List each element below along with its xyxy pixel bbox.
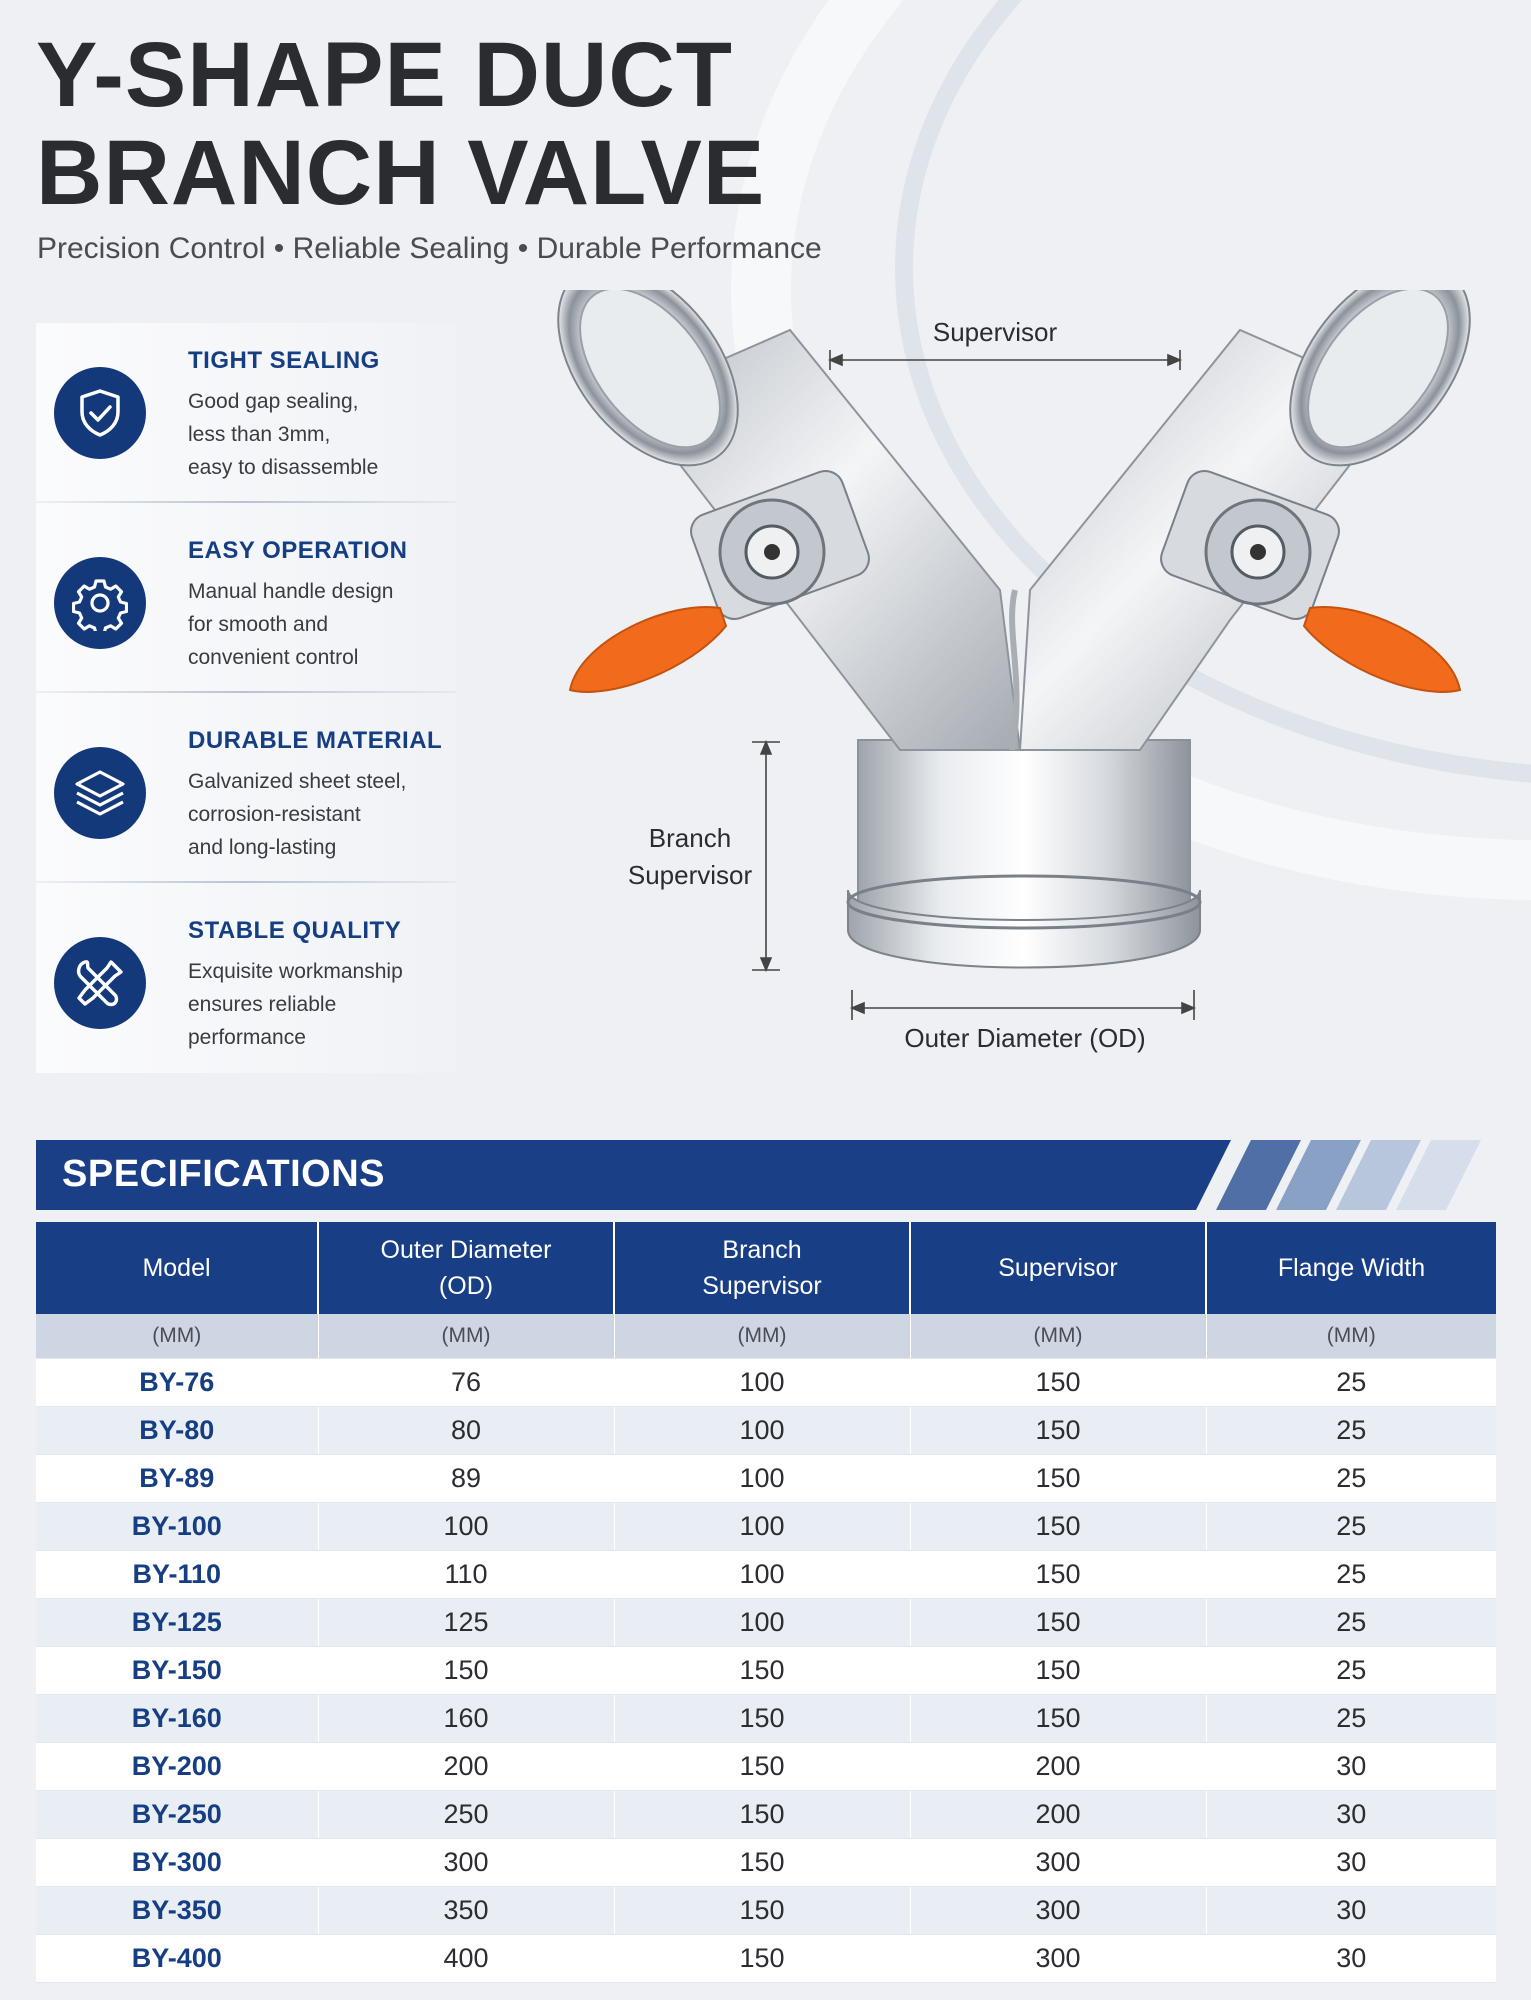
- table-row: [36, 1407, 1496, 1455]
- value-cell: 150: [910, 1407, 1206, 1455]
- column-header: Supervisor: [910, 1222, 1206, 1314]
- supervisor-label: Supervisor: [932, 317, 1058, 347]
- feature-easy-operation: [36, 513, 456, 693]
- value-cell: 150: [614, 1695, 910, 1743]
- value-cell: 150: [910, 1359, 1206, 1407]
- model-cell: BY-80: [36, 1407, 318, 1455]
- y-branch-valve-image: [500, 290, 1530, 1100]
- value-cell: 100: [614, 1407, 910, 1455]
- value-cell: 150: [614, 1887, 910, 1935]
- value-cell: 200: [910, 1743, 1206, 1791]
- unit-cell: (MM): [614, 1314, 910, 1359]
- unit-cell: (MM): [318, 1314, 614, 1359]
- value-cell: 300: [910, 1887, 1206, 1935]
- unit-cell: (MM): [1206, 1314, 1496, 1359]
- model-cell: BY-150: [36, 1647, 318, 1695]
- specifications-table: [36, 1222, 1496, 1983]
- model-cell: BY-110: [36, 1551, 318, 1599]
- unit-row: [36, 1314, 1496, 1359]
- model-cell: BY-125: [36, 1599, 318, 1647]
- feature-description: Manual handle design for smooth and convenient control: [188, 580, 394, 669]
- value-cell: 25: [1206, 1695, 1496, 1743]
- specifications-banner: [36, 1140, 1496, 1210]
- value-cell: 30: [1206, 1743, 1496, 1791]
- value-cell: 250: [318, 1791, 614, 1839]
- wrench-screwdriver-icon: [54, 937, 146, 1029]
- table-row: [36, 1695, 1496, 1743]
- value-cell: 200: [318, 1743, 614, 1791]
- table-row: [36, 1743, 1496, 1791]
- model-cell: BY-300: [36, 1839, 318, 1887]
- value-cell: 150: [614, 1647, 910, 1695]
- value-cell: 150: [910, 1455, 1206, 1503]
- specifications-title: SPECIFICATIONS: [62, 1153, 385, 1195]
- unit-cell: (MM): [36, 1314, 318, 1359]
- value-cell: 350: [318, 1887, 614, 1935]
- value-cell: 100: [318, 1503, 614, 1551]
- value-cell: 80: [318, 1407, 614, 1455]
- model-cell: BY-100: [36, 1503, 318, 1551]
- value-cell: 150: [614, 1791, 910, 1839]
- table-row: [36, 1599, 1496, 1647]
- od-label: Outer Diameter (OD): [904, 1023, 1146, 1053]
- title-line-2: BRANCH VALVE: [36, 122, 766, 224]
- value-cell: 160: [318, 1695, 614, 1743]
- value-cell: 30: [1206, 1791, 1496, 1839]
- title-line-1: Y-SHAPE DUCT: [36, 24, 733, 126]
- value-cell: 25: [1206, 1359, 1496, 1407]
- value-cell: 25: [1206, 1407, 1496, 1455]
- value-cell: 25: [1206, 1599, 1496, 1647]
- value-cell: 300: [318, 1839, 614, 1887]
- model-cell: BY-76: [36, 1359, 318, 1407]
- value-cell: 30: [1206, 1839, 1496, 1887]
- value-cell: 200: [910, 1791, 1206, 1839]
- value-cell: 150: [318, 1647, 614, 1695]
- value-cell: 150: [910, 1503, 1206, 1551]
- shield-check-icon: [54, 367, 146, 459]
- feature-description: Galvanized sheet steel, corrosion-resistant and long-lasting: [188, 770, 407, 859]
- value-cell: 30: [1206, 1887, 1496, 1935]
- value-cell: 110: [318, 1551, 614, 1599]
- value-cell: 100: [614, 1551, 910, 1599]
- product-diagram: [500, 290, 1530, 1100]
- value-cell: 150: [910, 1599, 1206, 1647]
- feature-stable-quality: [36, 893, 456, 1073]
- feature-tight-sealing: [36, 323, 456, 503]
- model-cell: BY-160: [36, 1695, 318, 1743]
- value-cell: 300: [910, 1839, 1206, 1887]
- model-cell: BY-89: [36, 1455, 318, 1503]
- column-header: Outer Diameter (OD): [318, 1222, 614, 1314]
- model-cell: BY-400: [36, 1935, 318, 1983]
- value-cell: 76: [318, 1359, 614, 1407]
- value-cell: 100: [614, 1455, 910, 1503]
- model-cell: BY-200: [36, 1743, 318, 1791]
- value-cell: 150: [910, 1647, 1206, 1695]
- feature-title: EASY OPERATION: [188, 537, 408, 564]
- branch-supervisor-label: Branch Supervisor: [627, 823, 753, 890]
- value-cell: 150: [614, 1743, 910, 1791]
- feature-description: Exquisite workmanship ensures reliable performance: [188, 960, 403, 1049]
- feature-title: TIGHT SEALING: [188, 347, 380, 374]
- table-row: [36, 1359, 1496, 1407]
- table-row: [36, 1887, 1496, 1935]
- table-row: [36, 1455, 1496, 1503]
- value-cell: 25: [1206, 1647, 1496, 1695]
- value-cell: 30: [1206, 1935, 1496, 1983]
- value-cell: 150: [910, 1695, 1206, 1743]
- page-subtitle: Precision Control • Reliable Sealing • Durable Performance: [37, 232, 822, 265]
- table-row: [36, 1503, 1496, 1551]
- table-header-row: [36, 1222, 1496, 1314]
- value-cell: 100: [614, 1359, 910, 1407]
- feature-title: STABLE QUALITY: [188, 917, 402, 944]
- table-row: [36, 1839, 1496, 1887]
- value-cell: 150: [910, 1551, 1206, 1599]
- features-panel: [36, 323, 456, 1073]
- gear-icon: [54, 557, 146, 649]
- column-header: Branch Supervisor: [614, 1222, 910, 1314]
- unit-cell: (MM): [910, 1314, 1206, 1359]
- table-row: [36, 1647, 1496, 1695]
- feature-title: DURABLE MATERIAL: [188, 727, 443, 754]
- feature-durable-material: [36, 703, 456, 883]
- table-row: [36, 1791, 1496, 1839]
- layers-icon: [54, 747, 146, 839]
- page-title: [36, 26, 936, 222]
- model-cell: BY-250: [36, 1791, 318, 1839]
- model-cell: BY-350: [36, 1887, 318, 1935]
- column-header: Flange Width: [1206, 1222, 1496, 1314]
- value-cell: 25: [1206, 1503, 1496, 1551]
- table-row: [36, 1935, 1496, 1983]
- table-row: [36, 1551, 1496, 1599]
- value-cell: 100: [614, 1599, 910, 1647]
- value-cell: 300: [910, 1935, 1206, 1983]
- value-cell: 125: [318, 1599, 614, 1647]
- value-cell: 25: [1206, 1455, 1496, 1503]
- value-cell: 150: [614, 1935, 910, 1983]
- value-cell: 89: [318, 1455, 614, 1503]
- value-cell: 100: [614, 1503, 910, 1551]
- feature-description: Good gap sealing, less than 3mm, easy to disassemble: [188, 390, 379, 479]
- value-cell: 400: [318, 1935, 614, 1983]
- value-cell: 25: [1206, 1551, 1496, 1599]
- value-cell: 150: [614, 1839, 910, 1887]
- column-header: Model: [36, 1222, 318, 1314]
